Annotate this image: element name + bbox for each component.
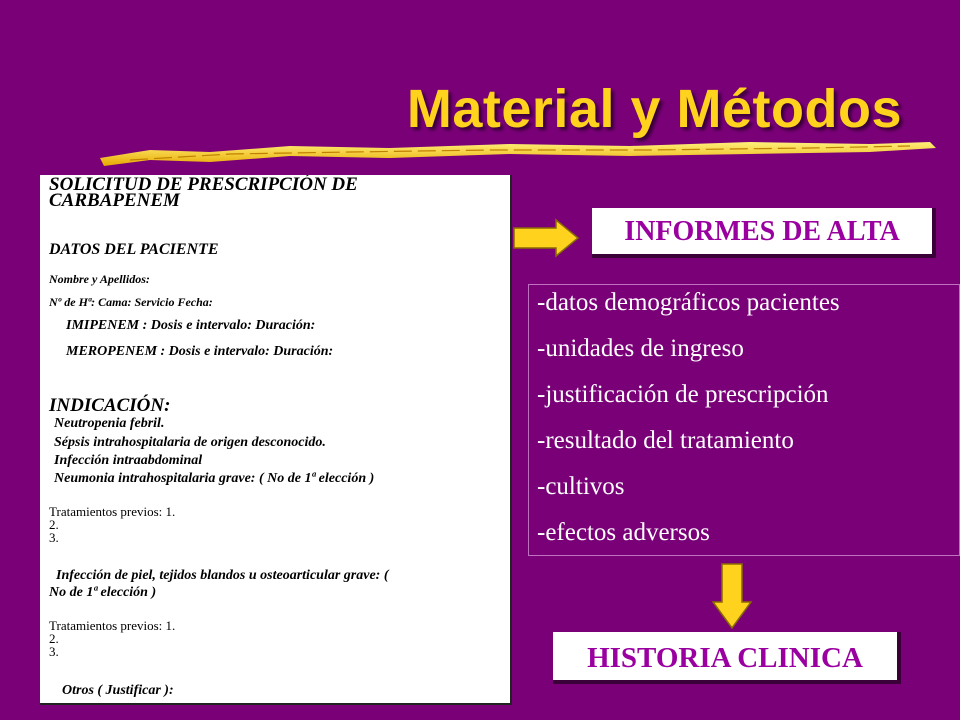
indication-item: Neutropenia febril. [54,416,165,431]
drug-meropenem: MEROPENEM : Dosis e intervalo: Duración: [66,344,334,359]
slide-title: Material y Métodos [406,79,902,139]
list-item: -efectos adversos [537,519,710,546]
down-arrow-icon [710,562,754,630]
skin-infection-line1: Infección de piel, tejidos blandos u osteoarticular grave: ( [56,568,389,583]
prev-treatments-a-2: 2. [49,517,59,532]
prescription-form [40,175,512,705]
prev-treatments-b-3: 3. [49,644,59,659]
drug-imipenem: IMIPENEM : Dosis e intervalo: Duración: [66,318,316,333]
indication-heading: INDICACIÓN: [49,395,171,416]
form-heading-line1: SOLICITUD DE PRESCRIPCIÓN DE [49,175,358,195]
prev-treatments-b-1: Tratamientos previos: 1. [49,618,176,633]
field-history-label: Nº de Hª: Cama: Servicio Fecha: [49,295,213,309]
historia-clinica-label: HISTORIA CLINICA [553,632,901,684]
others-justify: Otros ( Justificar ): [62,683,174,698]
indication-item: Sépsis intrahospitalaria de origen desconocido. [54,435,326,450]
data-items-list [528,284,960,556]
prev-treatments-a-1: Tratamientos previos: 1. [49,504,176,519]
list-item: -resultado del tratamiento [537,427,794,454]
prev-treatments-a-3: 3. [49,530,59,545]
indication-item: Infección intraabdominal [54,453,203,468]
right-arrow-icon [512,218,582,258]
patient-section-heading: DATOS DEL PACIENTE [49,241,219,258]
prev-treatments-b-2: 2. [49,631,59,646]
list-item: -datos demográficos pacientes [537,289,840,316]
decorative-brush-stroke [90,138,940,170]
list-item: -justificación de prescripción [537,381,829,408]
skin-infection-line2: No de 1ª elección ) [49,585,157,600]
indication-item: Neumonia intrahospitalaria grave: ( No de 1ª elección ) [54,471,375,486]
field-name-label: Nombre y Apellidos: [49,272,150,286]
informes-de-alta-label: INFORMES DE ALTA [592,208,936,258]
list-item: -unidades de ingreso [537,335,744,362]
form-heading-line2: CARBAPENEM [49,190,180,211]
list-item: -cultivos [537,473,625,500]
